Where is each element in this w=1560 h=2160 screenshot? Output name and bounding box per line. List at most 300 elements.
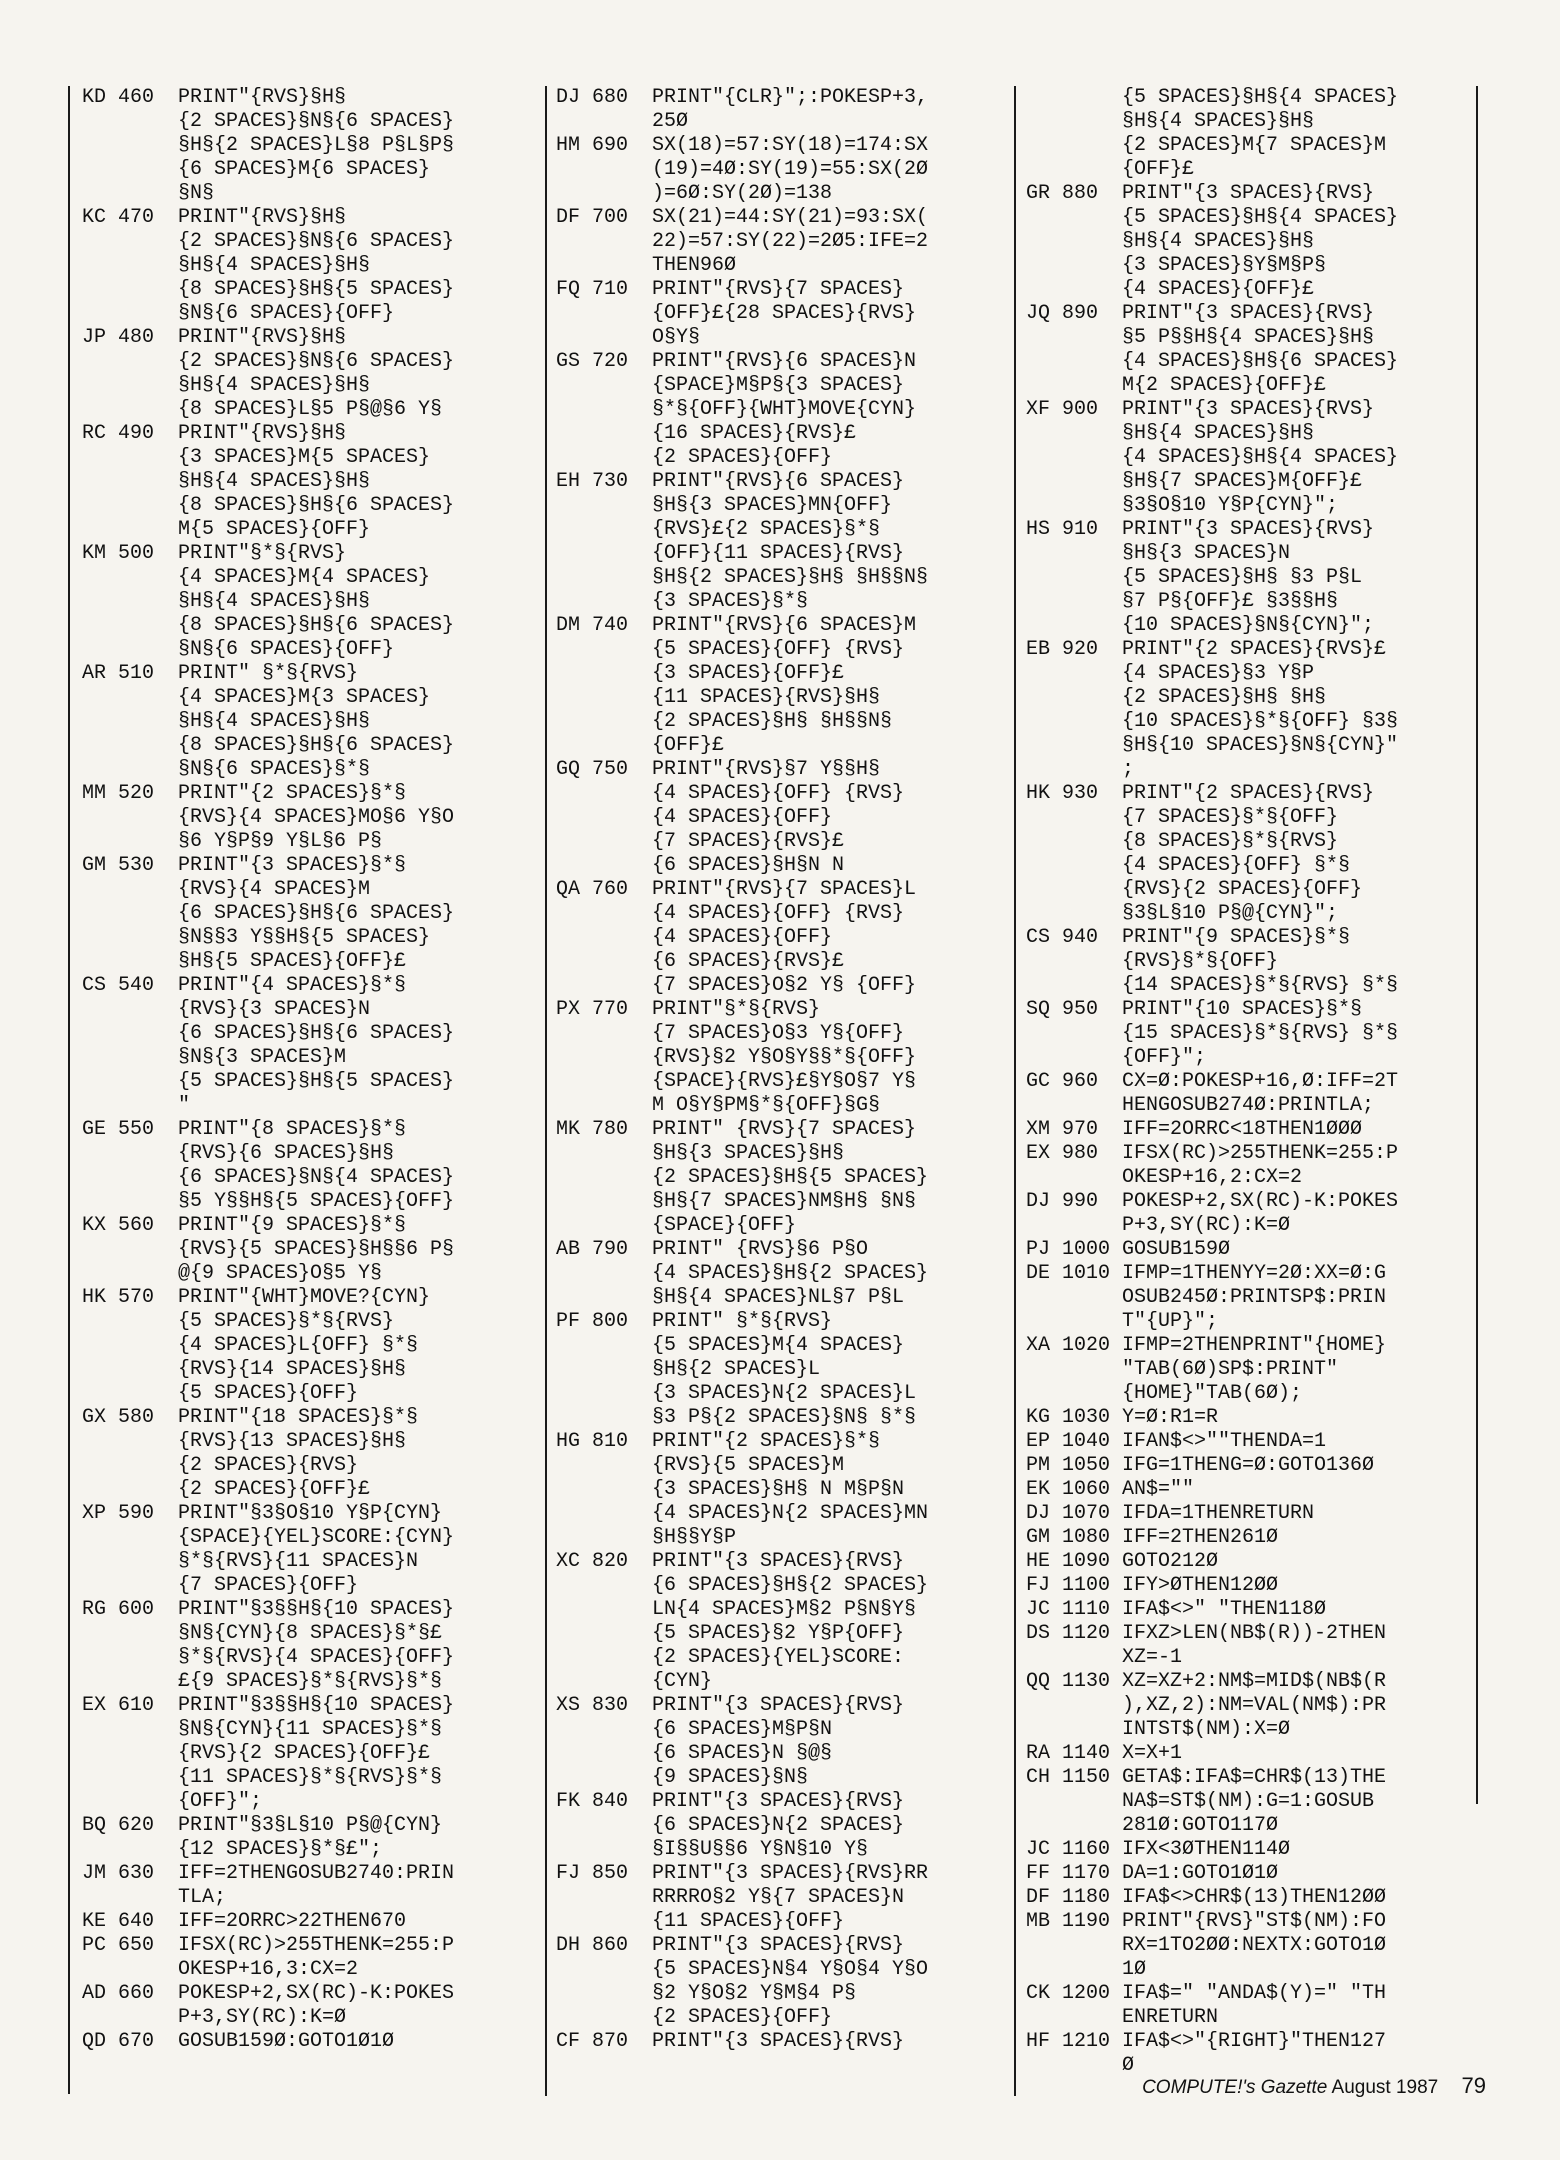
checksum-code: RC (82, 422, 107, 445)
checksum-code: JM (82, 1862, 107, 1885)
checksum-code: GQ (556, 758, 581, 781)
listing-line (556, 470, 1016, 614)
line-code: IFX<3ØTHEN114Ø (1122, 1838, 1291, 1861)
line-code: IFSX(RC)>255THENK=255:P OKESP+16,2:CX=2 (1122, 1142, 1399, 1189)
listing-line (82, 326, 552, 422)
listing-line (1026, 1430, 1491, 1454)
listing-line (1026, 1550, 1491, 1574)
checksum-code: AR (82, 662, 107, 685)
line-code: PRINT"{3 SPACES}{RVS} §H§{4 SPACES}§H§ {4 SPACES}§H§{4 SPACES} §H§{7 SPACES}M{OFF}£ §3§O§10 Y§P{CYN}"; (1122, 398, 1399, 517)
line-number: 1040 (1062, 1430, 1111, 1453)
listing-line (1026, 2030, 1491, 2078)
checksum-code: MM (82, 782, 107, 805)
line-number: 740 (592, 614, 629, 637)
checksum-code: HG (556, 1430, 581, 1453)
line-number: 790 (592, 1238, 629, 1261)
line-code: PRINT"{9 SPACES}§*§ {RVS}{5 SPACES}§H§§6 P§ @{9 SPACES}O§5 Y§ (178, 1214, 455, 1285)
line-code: IFA$=" "ANDA$(Y)=" "TH ENRETURN (1122, 1982, 1387, 2029)
listing-line (82, 1862, 552, 1910)
line-number: 670 (118, 2030, 155, 2053)
line-code: PRINT"§*§{RVS} {4 SPACES}M{4 SPACES} §H§{4 SPACES}§H§ {8 SPACES}§H§{6 SPACES} §N§{6 SPACES}{OFF} (178, 542, 455, 661)
line-code: IFY>ØTHEN12ØØ (1122, 1574, 1279, 1597)
checksum-code: SQ (1026, 998, 1051, 1021)
line-code: PRINT" {RVS}§6 P§O {4 SPACES}§H§{2 SPACES} §H§{4 SPACES}NL§7 P§L (652, 1238, 929, 1309)
line-code: POKESP+2,SX(RC)-K:POKES P+3,SY(RC):K=Ø (178, 1982, 455, 2029)
checksum-code: XC (556, 1550, 581, 1573)
line-number: 880 (1062, 182, 1099, 205)
line-number: 1000 (1062, 1238, 1111, 1261)
checksum-code: QA (556, 878, 581, 901)
listing-line (82, 1934, 552, 1982)
listing-line (1026, 1622, 1491, 1670)
line-code: PRINT"{9 SPACES}§*§ {RVS}§*§{OFF} {14 SPACES}§*§{RVS} §*§ (1122, 926, 1399, 997)
line-code: POKESP+2,SX(RC)-K:POKES P+3,SY(RC):K=Ø (1122, 1190, 1399, 1237)
listing-line (82, 1694, 552, 1814)
line-code: PRINT"{4 SPACES}§*§ {RVS}{3 SPACES}N {6 SPACES}§H§{6 SPACES} §N§{3 SPACES}M {5 SPACES}§H§{5 SPACES} " (178, 974, 455, 1117)
line-code: PRINT"§3§§H§{10 SPACES} §N§{CYN}{11 SPACES}§*§ {RVS}{2 SPACES}{OFF}£ {11 SPACES}§*§{RVS}§*§ {OFF}"; (178, 1694, 455, 1813)
line-code: GOTO212Ø (1122, 1550, 1219, 1573)
checksum-code: RA (1026, 1742, 1051, 1765)
line-number: 970 (1062, 1118, 1099, 1141)
line-code: SX(21)=44:SY(21)=93:SX( 22)=57:SY(22)=2Ø5:IFE=2 THEN96Ø (652, 206, 929, 277)
listing-line (1026, 1334, 1491, 1406)
line-code: PRINT"{10 SPACES}§*§ {15 SPACES}§*§{RVS} §*§ {OFF}"; (1122, 998, 1399, 1069)
checksum-code: CF (556, 2030, 581, 2053)
checksum-code: DJ (556, 86, 581, 109)
line-number: 830 (592, 1694, 629, 1717)
checksum-code: HK (82, 1286, 107, 1309)
line-number: 1090 (1062, 1550, 1111, 1573)
line-code: Y=Ø:R1=R (1122, 1406, 1219, 1429)
line-code: PRINT"{2 SPACES}§*§ {RVS}{5 SPACES}M {3 SPACES}§H§ N M§P§N {4 SPACES}N{2 SPACES}MN §H§§Y§P (652, 1430, 929, 1549)
line-code: CX=Ø:POKESP+16,Ø:IFF=2T HENGOSUB274Ø:PRINTLA; (1122, 1070, 1399, 1117)
checksum-code: RG (82, 1598, 107, 1621)
line-code: PRINT"{RVS}"ST$(NM):FO RX=1TO2ØØ:NEXTX:GOTO1Ø 1Ø (1122, 1910, 1387, 1981)
line-number: 600 (118, 1598, 155, 1621)
line-number: 560 (118, 1214, 155, 1237)
checksum-code: KD (82, 86, 107, 109)
listing-line (1026, 1502, 1491, 1526)
page-number: 79 (1461, 2073, 1486, 2098)
listing-line (556, 278, 1016, 350)
checksum-code: GX (82, 1406, 107, 1429)
listing-line (1026, 1886, 1491, 1910)
listing-line (1026, 1766, 1491, 1838)
line-number: 700 (592, 206, 629, 229)
listing-line (82, 206, 552, 326)
line-number: 540 (118, 974, 155, 997)
line-code: IFDA=1THENRETURN (1122, 1502, 1315, 1525)
listing-line (1026, 1598, 1491, 1622)
checksum-code: GS (556, 350, 581, 373)
line-number: 750 (592, 758, 629, 781)
listing-line (1026, 1238, 1491, 1262)
checksum-code: CK (1026, 1982, 1051, 2005)
checksum-code: KC (82, 206, 107, 229)
checksum-code: GM (1026, 1526, 1051, 1549)
line-code: PRINT"{2 SPACES}{RVS}£ {4 SPACES}§3 Y§P {2 SPACES}§H§ §H§ {10 SPACES}§*§{OFF} §3§ §H§{10 SPACES}§N§{CYN}" ; (1122, 638, 1399, 781)
checksum-code: CH (1026, 1766, 1051, 1789)
line-number: 480 (118, 326, 155, 349)
listing-line (82, 1214, 552, 1286)
line-code: PRINT"§3§§H§{10 SPACES} §N§{CYN}{8 SPACES}§*§£ §*§{RVS}{4 SPACES}{OFF} £{9 SPACES}§*§{RVS}§*§ (178, 1598, 455, 1693)
line-code: PRINT"{CLR}";:POKESP+3, 25Ø (652, 86, 929, 133)
checksum-code: PM (1026, 1454, 1051, 1477)
listing-line (1026, 1478, 1491, 1502)
line-number: 760 (592, 878, 629, 901)
line-number: 1130 (1062, 1670, 1111, 1693)
checksum-code: EP (1026, 1430, 1051, 1453)
line-code: IFXZ>LEN(NB$(R))-2THEN XZ=-1 (1122, 1622, 1387, 1669)
listing-line (1026, 998, 1491, 1070)
checksum-code: KE (82, 1910, 107, 1933)
listing-line (1026, 1070, 1491, 1118)
line-number: 1050 (1062, 1454, 1111, 1477)
listing-column-1 (82, 86, 552, 2054)
checksum-code: FK (556, 1790, 581, 1813)
line-number: 890 (1062, 302, 1099, 325)
line-code: PRINT"{RVS}§7 Y§§H§ {4 SPACES}{OFF} {RVS} {4 SPACES}{OFF} {7 SPACES}{RVS}£ {6 SPACES}§H§N N (652, 758, 905, 877)
checksum-code: XM (1026, 1118, 1051, 1141)
listing-line (1026, 1118, 1491, 1142)
checksum-code: GM (82, 854, 107, 877)
line-code: GETA$:IFA$=CHR$(13)THE NA$=ST$(NM):G=1:GOSUB 281Ø:GOTO117Ø (1122, 1766, 1387, 1837)
checksum-code: JQ (1026, 302, 1051, 325)
listing-line (556, 1934, 1016, 2030)
magazine-title: COMPUTE!'s Gazette (1142, 2077, 1328, 2098)
line-number: 1020 (1062, 1334, 1111, 1357)
checksum-code: PC (82, 1934, 107, 1957)
line-code: IFG=1THENG=Ø:GOTO136Ø (1122, 1454, 1375, 1477)
line-code: PRINT"{RVS}{6 SPACES}N {SPACE}M§P§{3 SPACES} §*§{OFF}{WHT}MOVE{CYN} {16 SPACES}{RVS}£ {2 SPACES}{OFF} (652, 350, 917, 469)
line-number: 920 (1062, 638, 1099, 661)
listing-line (556, 1430, 1016, 1550)
line-code: PRINT"§3§O§10 Y§P{CYN} {SPACE}{YEL}SCORE:{CYN} §*§{RVS}{11 SPACES}N {7 SPACES}{OFF} (178, 1502, 455, 1597)
line-code: AN$="" (1122, 1478, 1195, 1501)
listing-line (82, 542, 552, 662)
line-code: PRINT"{3 SPACES}{RVS} {6 SPACES}M§P§N {6 SPACES}N §@§ {9 SPACES}§N§ (652, 1694, 905, 1789)
listing-line (1026, 1454, 1491, 1478)
line-code: PRINT"{RVS}{6 SPACES} §H§{3 SPACES}MN{OFF} {RVS}£{2 SPACES}§*§ {OFF}{11 SPACES}{RVS} §H§{2 SPACES}§H§ §H§§N§ {3 SPACES}§*§ (652, 470, 929, 613)
listing-line (82, 1598, 552, 1694)
checksum-code: DJ (1026, 1502, 1051, 1525)
checksum-code: XA (1026, 1334, 1051, 1357)
line-number: 1200 (1062, 1982, 1111, 2005)
listing-line (1026, 518, 1491, 638)
checksum-code: PF (556, 1310, 581, 1333)
listing-line (1026, 1982, 1491, 2030)
checksum-code: HS (1026, 518, 1051, 541)
line-number: 1030 (1062, 1406, 1111, 1429)
listing-line (556, 2030, 1016, 2054)
checksum-code: HK (1026, 782, 1051, 805)
line-number: 850 (592, 1862, 629, 1885)
listing-line (1026, 302, 1491, 398)
listing-line (556, 758, 1016, 878)
checksum-code: FF (1026, 1862, 1051, 1885)
line-code: PRINT"§3§L§10 P§@{CYN} {12 SPACES}§*§£"; (178, 1814, 443, 1861)
listing-line (1026, 1142, 1491, 1190)
listing-line (82, 782, 552, 854)
checksum-code: GR (1026, 182, 1051, 205)
listing-line (1026, 182, 1491, 302)
line-code: GOSUB159Ø (1122, 1238, 1231, 1261)
line-code: PRINT"{2 SPACES}{RVS} {7 SPACES}§*§{OFF} {8 SPACES}§*§{RVS} {4 SPACES}{OFF} §*§ {RVS}{2 SPACES}{OFF} §3§L§10 P§@{CYN}"; (1122, 782, 1375, 925)
line-code: IFMP=2THENPRINT"{HOME} "TAB(6Ø)SP$:PRINT" {HOME}"TAB(6Ø); (1122, 1334, 1387, 1405)
line-number: 490 (118, 422, 155, 445)
line-number: 1180 (1062, 1886, 1111, 1909)
line-number: 1150 (1062, 1766, 1111, 1789)
checksum-code: BQ (82, 1814, 107, 1837)
line-code: IFA$<>CHR$(13)THEN12ØØ (1122, 1886, 1387, 1909)
listing-line (1026, 1862, 1491, 1886)
line-number: 690 (592, 134, 629, 157)
listing-line (556, 614, 1016, 758)
line-number: 610 (118, 1694, 155, 1717)
line-code: PRINT"{18 SPACES}§*§ {RVS}{13 SPACES}§H§ {2 SPACES}{RVS} {2 SPACES}{OFF}£ (178, 1406, 419, 1501)
line-number: 910 (1062, 518, 1099, 541)
checksum-code: KX (82, 1214, 107, 1237)
listing-line (1026, 1262, 1491, 1334)
listing-line (1026, 926, 1491, 998)
listing-line (1026, 1670, 1491, 1742)
line-number: 960 (1062, 1070, 1099, 1093)
line-number: 930 (1062, 782, 1099, 805)
line-number: 1120 (1062, 1622, 1111, 1645)
line-code: IFF=2THEN261Ø (1122, 1526, 1279, 1549)
listing-line (82, 662, 552, 782)
checksum-code: DE (1026, 1262, 1051, 1285)
line-number: 630 (118, 1862, 155, 1885)
line-code: PRINT"{RVS}{6 SPACES}M {5 SPACES}{OFF} {RVS} {3 SPACES}{OFF}£ {11 SPACES}{RVS}§H§ {2 SPACES}§H§ §H§§N§ {OFF}£ (652, 614, 917, 757)
line-code: X=X+1 (1122, 1742, 1183, 1765)
checksum-code: JC (1026, 1838, 1051, 1861)
checksum-code: JP (82, 326, 107, 349)
line-number: 1060 (1062, 1478, 1111, 1501)
listing-line (556, 1118, 1016, 1238)
line-code: PRINT"{3 SPACES}{RVS}RR RRRRO§2 Y§{7 SPACES}N {11 SPACES}{OFF} (652, 1862, 929, 1933)
checksum-code: QQ (1026, 1670, 1051, 1693)
line-code: PRINT"{3 SPACES}{RVS} {6 SPACES}§H§{2 SPACES} LN{4 SPACES}M§2 P§N§Y§ {5 SPACES}§2 Y§P{OFF} {2 SPACES}{YEL}SCORE: {CYN} (652, 1550, 929, 1693)
listing-line (1026, 1526, 1491, 1550)
checksum-code: PJ (1026, 1238, 1051, 1261)
listing-line (82, 2030, 552, 2054)
checksum-code: DS (1026, 1622, 1051, 1645)
line-code: PRINT"{8 SPACES}§*§ {RVS}{6 SPACES}§H§ {6 SPACES}§N§{4 SPACES} §5 Y§§H§{5 SPACES}{OFF} (178, 1118, 455, 1213)
checksum-code: MB (1026, 1910, 1051, 1933)
listing-line (556, 350, 1016, 470)
checksum-code: EH (556, 470, 581, 493)
line-code: PRINT"{3 SPACES}{RVS} (652, 2030, 905, 2053)
line-number: 500 (118, 542, 155, 565)
listing-line (82, 86, 552, 206)
line-number: 520 (118, 782, 155, 805)
listing-line (1026, 1406, 1491, 1430)
line-number: 840 (592, 1790, 629, 1813)
line-number: 570 (118, 1286, 155, 1309)
line-code: PRINT"{3 SPACES}{RVS} {5 SPACES}§H§{4 SPACES} §H§{4 SPACES}§H§ {3 SPACES}§Y§M§P§ {4 SPACES}{OFF}£ (1122, 182, 1399, 301)
line-code: IFSX(RC)>255THENK=255:P OKESP+16,3:CX=2 (178, 1934, 455, 1981)
line-code: PRINT"{RVS}§H§ {2 SPACES}§N§{6 SPACES} §H§{2 SPACES}L§8 P§L§P§ {6 SPACES}M{6 SPACES} §N§ (178, 86, 455, 205)
listing-line (82, 1118, 552, 1214)
checksum-code: XP (82, 1502, 107, 1525)
line-number: 1190 (1062, 1910, 1111, 1933)
line-number: 940 (1062, 926, 1099, 949)
line-number: 620 (118, 1814, 155, 1837)
line-number: 1170 (1062, 1862, 1111, 1885)
listing-line (82, 1910, 552, 1934)
listing-line (556, 206, 1016, 278)
line-number: 800 (592, 1310, 629, 1333)
listing-column-2 (556, 86, 1016, 2054)
checksum-code: EX (82, 1694, 107, 1717)
checksum-code: GE (82, 1118, 107, 1141)
line-code: PRINT"{WHT}MOVE?{CYN} {5 SPACES}§*§{RVS} {4 SPACES}L{OFF} §*§ {RVS}{14 SPACES}§H§ {5 SPACES}{OFF} (178, 1286, 431, 1405)
line-code: IFAN$<>""THENDA=1 (1122, 1430, 1327, 1453)
listing-line (1026, 1574, 1491, 1598)
checksum-code: KM (82, 542, 107, 565)
line-number: 1110 (1062, 1598, 1111, 1621)
line-number: 730 (592, 470, 629, 493)
line-number: 810 (592, 1430, 629, 1453)
checksum-code: AD (82, 1982, 107, 2005)
checksum-code: DF (556, 206, 581, 229)
line-number: 590 (118, 1502, 155, 1525)
listing-line (82, 854, 552, 974)
line-code: PRINT"{2 SPACES}§*§ {RVS}{4 SPACES}MO§6 Y§O §6 Y§P§9 Y§L§6 P§ (178, 782, 455, 853)
line-number: 710 (592, 278, 629, 301)
listing-line (82, 422, 552, 542)
line-number: 680 (592, 86, 629, 109)
checksum-code: EK (1026, 1478, 1051, 1501)
line-number: 820 (592, 1550, 629, 1573)
line-number: 1160 (1062, 1838, 1111, 1861)
line-code: IFF=2ORRC>22THEN670 (178, 1910, 407, 1933)
listing-line (556, 878, 1016, 998)
checksum-code: HE (1026, 1550, 1051, 1573)
line-number: 1140 (1062, 1742, 1111, 1765)
checksum-code: EB (1026, 638, 1051, 661)
line-number: 550 (118, 1118, 155, 1141)
listing-line (1026, 638, 1491, 782)
line-code: PRINT"{RVS}§H§ {2 SPACES}§N§{6 SPACES} §H§{4 SPACES}§H§ {8 SPACES}§H§{5 SPACES} §N§{6 SPACES}{OFF} (178, 206, 455, 325)
listing-line (1026, 1838, 1491, 1862)
listing-line (556, 1862, 1016, 1934)
line-code: IFA$<>" "THEN118Ø (1122, 1598, 1327, 1621)
listing-line (82, 1406, 552, 1502)
listing-line (556, 1238, 1016, 1310)
line-code: PRINT"{3 SPACES}§*§ {RVS}{4 SPACES}M {6 SPACES}§H§{6 SPACES} §N§§3 Y§§H§{5 SPACES} §H§{5 SPACES}{OFF}£ (178, 854, 455, 973)
checksum-code: XS (556, 1694, 581, 1717)
line-code: PRINT"{RVS}§H§ {3 SPACES}M{5 SPACES} §H§{4 SPACES}§H§ {8 SPACES}§H§{6 SPACES} M{5 SPACES}{OFF} (178, 422, 455, 541)
issue-date: August 1987 (1331, 2077, 1439, 2098)
line-code: PRINT" §*§{RVS} {4 SPACES}M{3 SPACES} §H§{4 SPACES}§H§ {8 SPACES}§H§{6 SPACES} §N§{6 SPACES}§*§ (178, 662, 455, 781)
line-code: IFA$<>"{RIGHT}"THEN127 Ø (1122, 2030, 1387, 2077)
line-number: 650 (118, 1934, 155, 1957)
checksum-code: CS (1026, 926, 1051, 949)
line-number: 870 (592, 2030, 629, 2053)
line-number: 510 (118, 662, 155, 685)
line-code: PRINT"§*§{RVS} {7 SPACES}O§3 Y§{OFF} {RVS}§2 Y§O§Y§§*§{OFF} {SPACE}{RVS}£§Y§O§7 Y§ M O§Y§PM§*§{OFF}§G§ (652, 998, 917, 1117)
line-number: 660 (118, 1982, 155, 2005)
line-number: 950 (1062, 998, 1099, 1021)
listing-line (82, 1982, 552, 2030)
checksum-code (1026, 86, 1062, 182)
line-code: PRINT"{3 SPACES}{RVS} §H§{3 SPACES}N {5 SPACES}§H§ §3 P§L §7 P§{OFF}£ §3§§H§ {10 SPACES}§N§{CYN}"; (1122, 518, 1375, 637)
line-number: 980 (1062, 1142, 1099, 1165)
line-number: 770 (592, 998, 629, 1021)
listing-line (556, 1310, 1016, 1430)
line-code: PRINT"{3 SPACES}{RVS} {5 SPACES}N§4 Y§O§4 Y§O §2 Y§O§2 Y§M§4 P§ {2 SPACES}{OFF} (652, 1934, 929, 2029)
line-number: 860 (592, 1934, 629, 1957)
checksum-code: EX (1026, 1142, 1051, 1165)
line-number (1062, 86, 1122, 182)
listing-line (1026, 398, 1491, 518)
line-number: 470 (118, 206, 155, 229)
listing-line (556, 134, 1016, 206)
listing-line (82, 1502, 552, 1598)
checksum-code: QD (82, 2030, 107, 2053)
listing-column-3 (1026, 86, 1491, 2078)
line-number: 640 (118, 1910, 155, 1933)
checksum-code: DF (1026, 1886, 1051, 1909)
checksum-code: KG (1026, 1406, 1051, 1429)
checksum-code: PX (556, 998, 581, 1021)
line-code: PRINT"{RVS}§H§ {2 SPACES}§N§{6 SPACES} §H§{4 SPACES}§H§ {8 SPACES}L§5 P§@§6 Y§ (178, 326, 455, 421)
checksum-code: FQ (556, 278, 581, 301)
listing-line (556, 998, 1016, 1118)
line-code: SX(18)=57:SY(18)=174:SX (19)=4Ø:SY(19)=55:SX(2Ø )=6Ø:SY(2Ø)=138 (652, 134, 929, 205)
line-code: PRINT"{RVS}{7 SPACES} {OFF}£{28 SPACES}{RVS} O§Y§ (652, 278, 917, 349)
line-code: IFMP=1THENYY=2Ø:XX=Ø:G OSUB245Ø:PRINTSP$:PRIN T"{UP}"; (1122, 1262, 1387, 1333)
line-code: DA=1:GOTO1Ø1Ø (1122, 1862, 1279, 1885)
column-rule-left (68, 86, 70, 2094)
listing-line (1026, 782, 1491, 926)
line-code: GOSUB159Ø:GOTO1Ø1Ø (178, 2030, 395, 2053)
page-footer (1142, 2073, 1486, 2099)
line-code: PRINT"{3 SPACES}{RVS} §5 P§§H§{4 SPACES}§H§ {4 SPACES}§H§{6 SPACES} M{2 SPACES}{OFF}£ (1122, 302, 1399, 397)
checksum-code: DJ (1026, 1190, 1051, 1213)
listing-line (556, 1790, 1016, 1862)
checksum-code: FJ (556, 1862, 581, 1885)
line-code: XZ=XZ+2:NM$=MID$(NB$(R ),XZ,2):NM=VAL(NM$):PR INTST$(NM):X=Ø (1122, 1670, 1387, 1741)
listing-line (82, 1814, 552, 1862)
listing-line (1026, 1910, 1491, 1982)
checksum-code: AB (556, 1238, 581, 1261)
line-number: 1010 (1062, 1262, 1111, 1285)
listing-line (556, 1550, 1016, 1694)
listing-line (556, 86, 1016, 134)
checksum-code: HF (1026, 2030, 1051, 2053)
line-number: 780 (592, 1118, 629, 1141)
line-number: 460 (118, 86, 155, 109)
checksum-code: JC (1026, 1598, 1051, 1621)
listing-line (1026, 1742, 1491, 1766)
line-number: 1070 (1062, 1502, 1111, 1525)
line-code: PRINT" {RVS}{7 SPACES} §H§{3 SPACES}§H§ {2 SPACES}§H§{5 SPACES} §H§{7 SPACES}NM§H§ §N§ {SPACE}{OFF} (652, 1118, 929, 1237)
line-number: 1100 (1062, 1574, 1111, 1597)
checksum-code: CS (82, 974, 107, 997)
line-number: 1080 (1062, 1526, 1111, 1549)
line-code: PRINT"{3 SPACES}{RVS} {6 SPACES}N{2 SPACES} §I§§U§§6 Y§N§10 Y§ (652, 1790, 905, 1861)
checksum-code: XF (1026, 398, 1051, 421)
line-number: 900 (1062, 398, 1099, 421)
checksum-code: DH (556, 1934, 581, 1957)
checksum-code: HM (556, 134, 581, 157)
checksum-code: GC (1026, 1070, 1051, 1093)
line-number: 990 (1062, 1190, 1099, 1213)
line-code: PRINT" §*§{RVS} {5 SPACES}M{4 SPACES} §H§{2 SPACES}L {3 SPACES}N{2 SPACES}L §3 P§{2 SPACES}§N§ §*§ (652, 1310, 917, 1429)
